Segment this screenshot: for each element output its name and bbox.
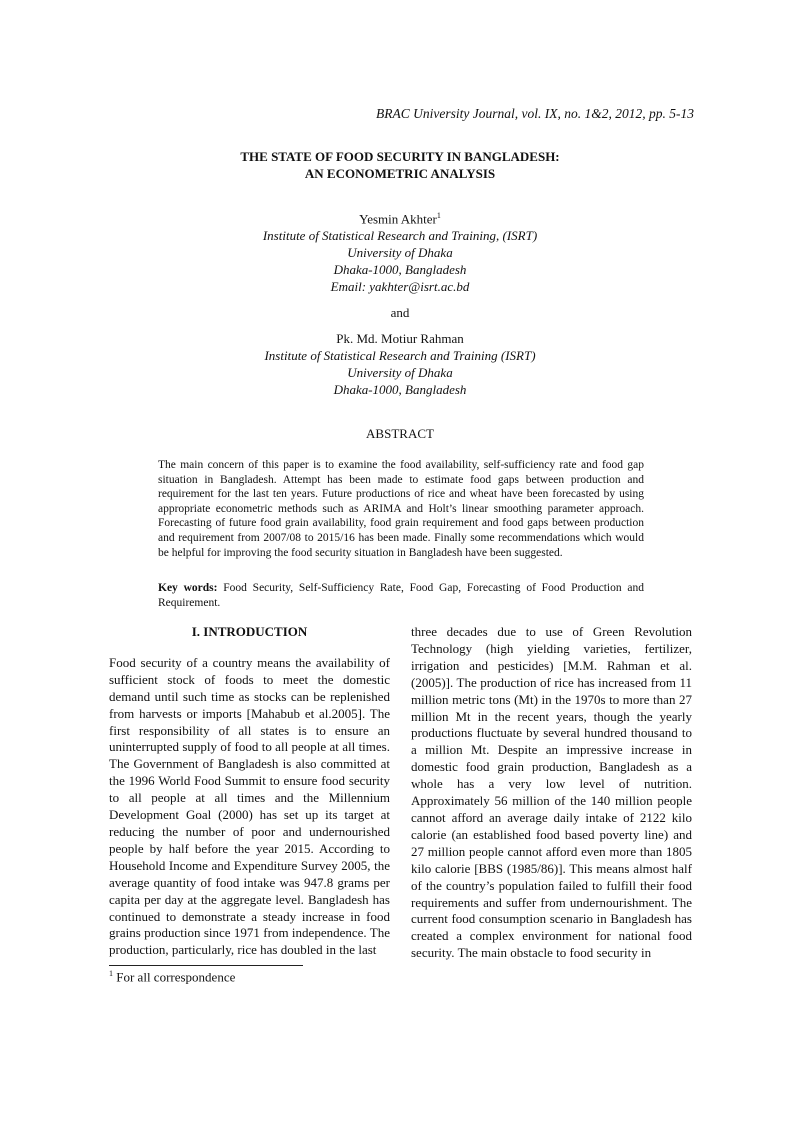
author-1-affiliation-1: Institute of Statistical Research and Training, (ISRT) bbox=[262, 228, 538, 244]
keywords-text: Food Security, Self-Sufficiency Rate, Food Gap, Forecasting of Food Production and Requirement. bbox=[158, 582, 644, 609]
title-line-1: THE STATE OF FOOD SECURITY IN BANGLADESH: bbox=[240, 149, 560, 164]
footnote-text: For all correspondence bbox=[113, 969, 236, 985]
intro-paragraph-left: Food security of a country means the availability of sufficient stock of foods to meet the domestic demand until such time as stocks can be replenished from harvests or imports [Mahabub et al.2005]. The first responsibility of all states is to ensure an uninterrupted supply of food to all people at all times. The Government of Bangladesh is also committed at the 1996 World Food Summit to ensure food security to all people at all times and the Millennium Development Goal (2000) has set up its target at reducing the number of poor and undernourished people by half before the year 2015. According to Household Income and Expenditure Survey 2005, the average quantity of food intake was 947.8 grams per capita per day at the aggregate level. Bangladesh has continued to demonstrate a steady increase in food grains production since 1971 from independence. The production, particularly, rice has doubled in the last bbox=[109, 654, 390, 958]
author-2-affiliation-3: Dhaka-1000, Bangladesh bbox=[333, 382, 467, 398]
author-block bbox=[0, 207, 800, 398]
paper-title bbox=[0, 148, 800, 182]
title-line-2: AN ECONOMETRIC ANALYSIS bbox=[304, 166, 496, 181]
author-2-affiliation-1: Institute of Statistical Research and Training (ISRT) bbox=[264, 348, 536, 364]
footnote-rule bbox=[109, 965, 303, 966]
footnote-marker: 1 bbox=[436, 211, 441, 220]
journal-header: BRAC University Journal, vol. IX, no. 1&2, 2012, pp. 5-13 bbox=[376, 106, 694, 121]
author-separator: and bbox=[390, 305, 410, 321]
footnote-mark: 1 bbox=[109, 969, 113, 978]
keywords bbox=[158, 581, 644, 610]
author-1-affiliation-2: University of Dhaka bbox=[347, 245, 453, 261]
abstract-heading: ABSTRACT bbox=[366, 426, 434, 441]
keywords-label: Key words: bbox=[158, 582, 218, 594]
abstract-text: The main concern of this paper is to examine the food availability, self-sufficiency rate and food gap situation in Bangladesh. Attempt has been made to estimate food gaps between production and requirement for the last ten years. Future productions of rice and wheat have been forecasted by using appropriate econometric methods such as ARIMA and Holt’s linear smoothing parameter approach. Forecasting of future food grain availability, food grain requirement and food gaps between production and requirement from 2007/08 to 2015/16 has been made. Finally some recommendations which would be helpful for improving the food security situation in Bangladesh have been suggested. bbox=[158, 459, 644, 559]
author-1-name bbox=[0, 207, 800, 227]
intro-paragraph-right: three decades due to use of Green Revolution Technology (high yielding varieties, fertilizer, irrigation and pesticides) [M.M. Rahman et al. (2005)]. The production of rice has increased from 11 million metric tons (Mt) in the 1970s to more than 27 million Mt in the recent years, though the yearly productions fluctuate by several hundred thousand to a million Mt. Despite an impressive increase in domestic food grain production, Bangladesh as a whole has a very low level of nutrition. Approximately 56 million of the 140 million people cannot afford an average daily intake of 2122 kilo calorie (an established food based poverty line) and 27 million people cannot afford even more than 1805 kilo calorie [BBS (1985/86)]. This means almost half of the country’s population failed to fulfill their food requirements and suffer from undernourishment. The current food consumption scenario in Bangladesh has created a complex environment for national food security. The main obstacle to food security in bbox=[411, 624, 692, 961]
author-2-affiliation-2: University of Dhaka bbox=[347, 365, 453, 381]
author-2-name: Pk. Md. Motiur Rahman bbox=[336, 331, 464, 347]
right-column bbox=[411, 624, 692, 962]
author-1-affiliation-3: Dhaka-1000, Bangladesh bbox=[333, 262, 467, 278]
author-1-name-text: Yesmin Akhter bbox=[359, 211, 437, 227]
section-heading: I. INTRODUCTION bbox=[191, 624, 308, 639]
footnote bbox=[109, 969, 235, 985]
left-column bbox=[109, 624, 390, 959]
author-1-email: Email: yakhter@isrt.ac.bd bbox=[330, 279, 470, 295]
